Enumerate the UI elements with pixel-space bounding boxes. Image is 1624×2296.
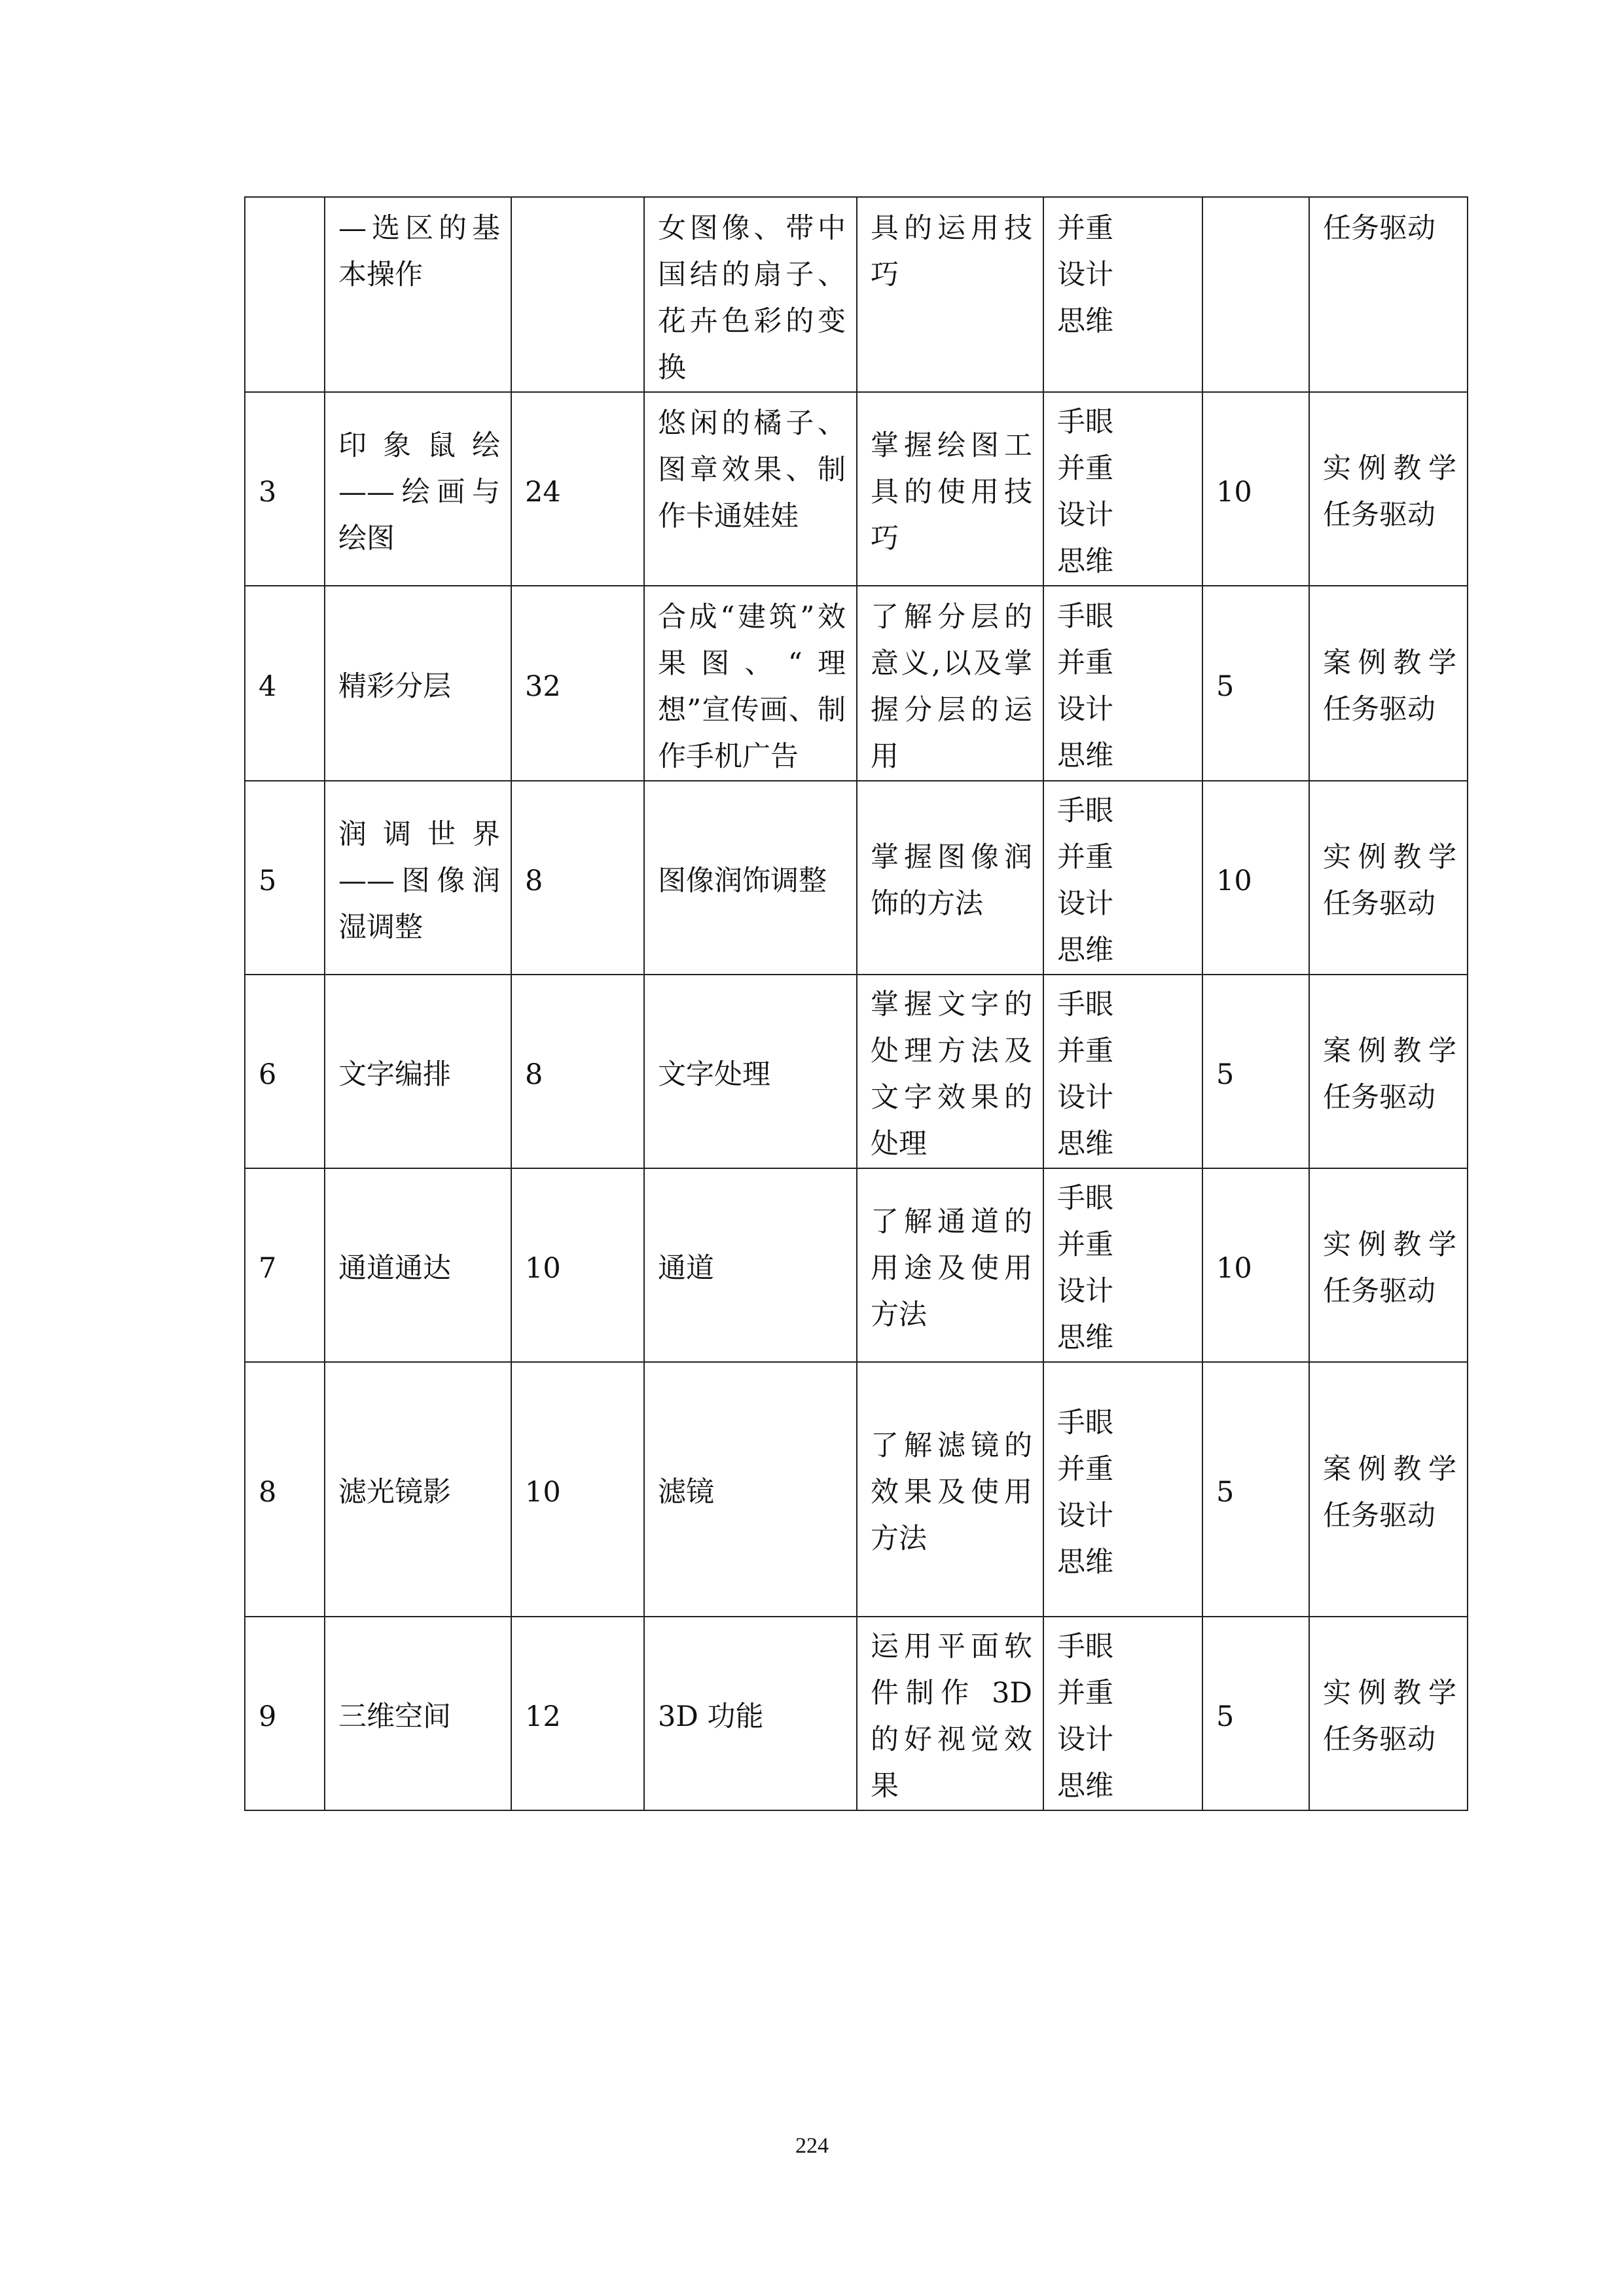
ability-cell: 并重 设计 思维 [1043, 197, 1202, 392]
hours-cell: 10 [511, 1168, 644, 1362]
teaching-method-cell: 案例教学任务驱动 [1309, 975, 1468, 1168]
content-cell: 3D 功能 [644, 1617, 857, 1810]
chapter-title-cell: 印象鼠绘——绘画与绘图 [325, 392, 511, 586]
hours-cell [511, 197, 644, 392]
practice-hours-cell: 10 [1202, 1168, 1309, 1362]
goal-cell: 掌握图像润饰的方法 [857, 781, 1043, 975]
course-syllabus-table [244, 196, 1468, 1811]
row-number-cell: 3 [245, 392, 325, 586]
content-cell: 滤镜 [644, 1362, 857, 1617]
goal-cell: 了解通道的用途及使用方法 [857, 1168, 1043, 1362]
table-row [245, 1168, 1468, 1362]
teaching-method-cell: 案例教学任务驱动 [1309, 1362, 1468, 1617]
table-row [245, 975, 1468, 1168]
goal-cell: 运用平面软件制作 3D 的好视觉效果 [857, 1617, 1043, 1810]
practice-hours-cell: 5 [1202, 586, 1309, 781]
chapter-title-cell: 三维空间 [325, 1617, 511, 1810]
goal-cell: 掌握文字的处理方法及文字效果的处理 [857, 975, 1043, 1168]
goal-cell: 掌握绘图工具的使用技巧 [857, 392, 1043, 586]
hours-cell: 8 [511, 975, 644, 1168]
ability-cell: 手眼 并重 设计 思维 [1043, 781, 1202, 975]
ability-cell: 手眼 并重 设计 思维 [1043, 586, 1202, 781]
goal-cell: 了解分层的意义,以及掌握分层的运用 [857, 586, 1043, 781]
hours-cell: 32 [511, 586, 644, 781]
content-cell: 文字处理 [644, 975, 857, 1168]
hours-cell: 12 [511, 1617, 644, 1810]
hours-cell: 24 [511, 392, 644, 586]
table-row [245, 1617, 1468, 1810]
teaching-method-cell: 任务驱动 [1309, 197, 1468, 392]
table-row [245, 392, 1468, 586]
practice-hours-cell: 10 [1202, 781, 1309, 975]
content-cell: 女图像、带中国结的扇子、花卉色彩的变换 [644, 197, 857, 392]
table-row [245, 197, 1468, 392]
teaching-method-cell: 案例教学任务驱动 [1309, 586, 1468, 781]
practice-hours-cell [1202, 197, 1309, 392]
teaching-method-cell: 实例教学任务驱动 [1309, 781, 1468, 975]
teaching-method-cell: 实例教学任务驱动 [1309, 1168, 1468, 1362]
teaching-method-cell: 实例教学任务驱动 [1309, 392, 1468, 586]
row-number-cell: 6 [245, 975, 325, 1168]
ability-cell: 手眼 并重 设计 思维 [1043, 1617, 1202, 1810]
table-row [245, 1362, 1468, 1617]
hours-cell: 8 [511, 781, 644, 975]
row-number-cell: 9 [245, 1617, 325, 1810]
chapter-title-cell: 文字编排 [325, 975, 511, 1168]
practice-hours-cell: 5 [1202, 975, 1309, 1168]
chapter-title-cell: 润调世界——图像润湿调整 [325, 781, 511, 975]
practice-hours-cell: 5 [1202, 1617, 1309, 1810]
chapter-title-cell: 通道通达 [325, 1168, 511, 1362]
practice-hours-cell: 5 [1202, 1362, 1309, 1617]
chapter-title-cell: —选区的基本操作 [325, 197, 511, 392]
content-cell: 通道 [644, 1168, 857, 1362]
ability-cell: 手眼 并重 设计 思维 [1043, 392, 1202, 586]
teaching-method-cell: 实例教学任务驱动 [1309, 1617, 1468, 1810]
chapter-title-cell: 精彩分层 [325, 586, 511, 781]
ability-cell: 手眼 并重 设计 思维 [1043, 1362, 1202, 1617]
row-number-cell: 8 [245, 1362, 325, 1617]
page-number: 224 [795, 2134, 829, 2158]
row-number-cell: 4 [245, 586, 325, 781]
chapter-title-cell: 滤光镜影 [325, 1362, 511, 1617]
content-cell: 图像润饰调整 [644, 781, 857, 975]
row-number-cell: 5 [245, 781, 325, 975]
goal-cell: 具的运用技巧 [857, 197, 1043, 392]
content-cell: 悠闲的橘子、图章效果、制作卡通娃娃 [644, 392, 857, 586]
content-cell: 合成“建筑”效果图、“理想”宣传画、制作手机广告 [644, 586, 857, 781]
table-row [245, 586, 1468, 781]
hours-cell: 10 [511, 1362, 644, 1617]
ability-cell: 手眼 并重 设计 思维 [1043, 1168, 1202, 1362]
ability-cell: 手眼 并重 设计 思维 [1043, 975, 1202, 1168]
goal-cell: 了解滤镜的效果及使用方法 [857, 1362, 1043, 1617]
practice-hours-cell: 10 [1202, 392, 1309, 586]
row-number-cell: 7 [245, 1168, 325, 1362]
row-number-cell [245, 197, 325, 392]
table-row [245, 781, 1468, 975]
